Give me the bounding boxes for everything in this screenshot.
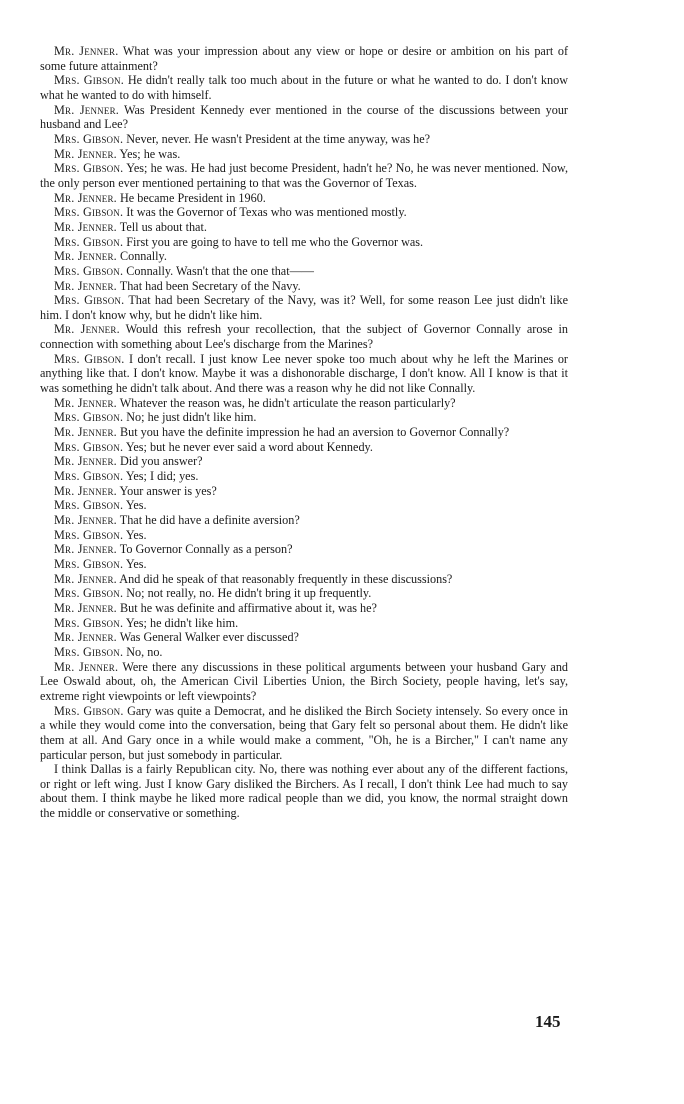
testimony-paragraph xyxy=(40,73,568,102)
testimony-paragraph xyxy=(40,147,568,162)
testimony-text: Yes; but he never ever said a word about Kennedy. xyxy=(125,439,373,454)
testimony-text: To Governor Connally as a person? xyxy=(119,542,293,557)
speaker-label: Mrs. Gibson. xyxy=(54,703,124,718)
testimony-text: Yes; I did; yes. xyxy=(125,469,199,484)
testimony-text: Yes. xyxy=(125,498,147,513)
speaker-label: Mr. Jenner. xyxy=(54,190,117,205)
testimony-paragraph xyxy=(40,645,568,660)
speaker-label: Mrs. Gibson. xyxy=(54,615,124,630)
speaker-label: Mrs. Gibson. xyxy=(54,644,124,659)
transcript-page xyxy=(40,44,568,821)
testimony-text: Would this refresh your recollection, that the subject of Governor Connally arose in connection with something about Lee's discharge from the Marines? xyxy=(40,322,569,352)
testimony-text: Was President Kennedy ever mentioned in the course of the discussions between your husband and Lee? xyxy=(40,102,568,132)
testimony-paragraph xyxy=(40,44,568,73)
page-number: 145 xyxy=(535,1012,561,1031)
testimony-paragraph xyxy=(40,220,568,235)
testimony-text: Connally. Wasn't that the one that—— xyxy=(126,263,314,278)
testimony-text: Yes; he didn't like him. xyxy=(125,615,239,630)
testimony-text: What was your impression about any view or hope or desire or ambition on his part of some future attainment? xyxy=(40,44,569,73)
testimony-text: It was the Governor of Texas who was mentioned mostly. xyxy=(126,205,407,220)
testimony-paragraph xyxy=(40,484,568,499)
testimony-text: That he did have a definite aversion? xyxy=(119,513,300,527)
testimony-text: No, no. xyxy=(126,644,163,659)
speaker-label: Mrs. Gibson. xyxy=(54,234,124,249)
testimony-paragraph xyxy=(40,601,568,616)
speaker-label: Mr. Jenner. xyxy=(54,630,117,645)
speaker-label: Mr. Jenner. xyxy=(54,102,120,117)
testimony-text: Your answer is yes? xyxy=(119,483,217,498)
testimony-paragraph xyxy=(40,586,568,601)
testimony-text: That had been Secretary of the Navy, was it? Well, for some reason Lee just didn't like him. I don't know why, but he didn't like him. xyxy=(40,293,568,322)
testimony-text: Yes; he was. He had just become President, hadn't he? No, he was never mentioned. Now, the only person ever mentioned pertaining to that was the Governor of Texas. xyxy=(40,161,568,190)
testimony-text: Did you answer? xyxy=(119,454,203,469)
testimony-paragraph xyxy=(40,132,568,147)
testimony-paragraph xyxy=(40,249,568,264)
testimony-paragraph xyxy=(40,513,568,528)
speaker-label: Mrs. Gibson. xyxy=(54,410,124,425)
speaker-label: Mrs. Gibson. xyxy=(54,351,125,366)
speaker-label: Mrs. Gibson. xyxy=(54,131,124,146)
speaker-label: Mrs. Gibson. xyxy=(54,527,124,542)
testimony-text: First you are going to have to tell me who the Governor was. xyxy=(126,234,424,249)
testimony-paragraph xyxy=(40,352,568,396)
testimony-paragraph xyxy=(40,205,568,220)
testimony-paragraph xyxy=(40,425,568,440)
speaker-label: Mrs. Gibson. xyxy=(54,556,124,571)
testimony-paragraph xyxy=(40,293,568,322)
speaker-label: Mr. Jenner. xyxy=(54,425,117,440)
testimony-paragraph xyxy=(40,762,568,821)
testimony-text: Tell us about that. xyxy=(119,219,207,234)
speaker-label: Mrs. Gibson. xyxy=(54,586,124,601)
testimony-paragraph xyxy=(40,454,568,469)
testimony-paragraph xyxy=(40,264,568,279)
testimony-paragraph xyxy=(40,572,568,587)
testimony-text: He didn't really talk too much about in the future or what he wanted to do. I don't know what he wanted to do with himself. xyxy=(40,73,569,102)
speaker-label: Mrs. Gibson. xyxy=(54,263,124,278)
testimony-text: But he was definite and affirmative about it, was he? xyxy=(119,600,377,615)
testimony-text: Yes; he was. xyxy=(119,146,181,161)
testimony-text: No; he just didn't like him. xyxy=(126,410,257,425)
testimony-text: That had been Secretary of the Navy. xyxy=(119,278,301,293)
testimony-paragraph xyxy=(40,616,568,631)
testimony-paragraph xyxy=(40,557,568,572)
speaker-label: Mr. Jenner. xyxy=(54,44,119,58)
speaker-label: Mr. Jenner. xyxy=(54,659,119,674)
testimony-paragraph xyxy=(40,704,568,763)
testimony-paragraph xyxy=(40,191,568,206)
speaker-label: Mrs. Gibson. xyxy=(54,205,124,220)
testimony-paragraph xyxy=(40,528,568,543)
testimony-text: Was General Walker ever discussed? xyxy=(119,630,299,645)
testimony-paragraph xyxy=(40,469,568,484)
speaker-label: Mr. Jenner. xyxy=(54,483,117,498)
testimony-paragraph xyxy=(40,498,568,513)
testimony-text: Never, never. He wasn't President at the time anyway, was he? xyxy=(126,131,431,146)
speaker-label: Mr. Jenner. xyxy=(54,219,117,234)
speaker-label: Mr. Jenner. xyxy=(54,600,117,615)
speaker-label: Mrs. Gibson. xyxy=(54,293,125,308)
testimony-paragraph xyxy=(40,542,568,557)
testimony-paragraph xyxy=(40,440,568,455)
speaker-label: Mrs. Gibson. xyxy=(54,498,124,513)
speaker-label: Mr. Jenner. xyxy=(54,146,117,161)
testimony-paragraph xyxy=(40,660,568,704)
testimony-text: He became President in 1960. xyxy=(119,190,266,205)
testimony-text: Were there any discussions in these political arguments between your husband Gary and Lee Oswald about, oh, the American Civil Liberties Union, the Birch Society, people having, let's say, extreme right viewpoints or left viewpoints? xyxy=(40,659,569,703)
testimony-paragraph xyxy=(40,279,568,294)
testimony-text: And did he speak of that reasonably frequently in these discussions? xyxy=(119,571,453,586)
testimony-text: Yes. xyxy=(125,556,147,571)
speaker-label: Mrs. Gibson. xyxy=(54,73,124,88)
speaker-label: Mr. Jenner. xyxy=(54,395,117,410)
testimony-text: No; not really, no. He didn't bring it up frequently. xyxy=(126,586,372,601)
testimony-paragraph xyxy=(40,410,568,425)
testimony-text: Yes. xyxy=(125,527,147,542)
testimony-paragraph xyxy=(40,103,568,132)
speaker-label: Mrs. Gibson. xyxy=(54,161,124,176)
testimony-text: Whatever the reason was, he didn't articulate the reason particularly? xyxy=(119,395,456,410)
speaker-label: Mr. Jenner. xyxy=(54,249,117,264)
testimony-paragraph xyxy=(40,396,568,411)
speaker-label: Mr. Jenner. xyxy=(54,542,117,557)
testimony-paragraph xyxy=(40,630,568,645)
speaker-label: Mr. Jenner. xyxy=(54,571,117,586)
speaker-label: Mrs. Gibson. xyxy=(54,439,124,454)
testimony-text: Gary was quite a Democrat, and he disliked the Birch Society intensely. So every once in a while they would come into the conversation, being that Gary felt so personal about them. He didn't like them at all. And Gary once in a while would make a comment, "Oh, he is a Bircher," I can't name any particular person, but just somebody in particular. xyxy=(40,703,568,762)
testimony-paragraph xyxy=(40,322,568,351)
testimony-text: I think Dallas is a fairly Republican city. No, there was nothing ever about any of the different factions, or right or left wing. Just I know Gary disliked the Birchers. As I recall, I don't think Lee had much to say about them. I think maybe he liked more radical people than we did, you know, the normal straight down the middle or conservative or something. xyxy=(40,762,568,821)
testimony-paragraph xyxy=(40,235,568,250)
speaker-label: Mr. Jenner. xyxy=(54,278,117,293)
speaker-label: Mr. Jenner. xyxy=(54,454,117,469)
speaker-label: Mrs. Gibson. xyxy=(54,469,124,484)
testimony-text: I don't recall. I just know Lee never spoke too much about why he left the Marines or anything like that. I don't know. Maybe it was a dishonorable discharge, I don't know. All I know is that it was something he didn't talk about. And there was a reason why he did not like Connally. xyxy=(40,351,568,396)
testimony-text: But you have the definite impression he had an aversion to Governor Connally? xyxy=(119,425,510,440)
speaker-label: Mr. Jenner. xyxy=(54,513,117,527)
testimony-paragraph xyxy=(40,161,568,190)
testimony-text: Connally. xyxy=(119,249,167,264)
speaker-label: Mr. Jenner. xyxy=(54,322,120,337)
